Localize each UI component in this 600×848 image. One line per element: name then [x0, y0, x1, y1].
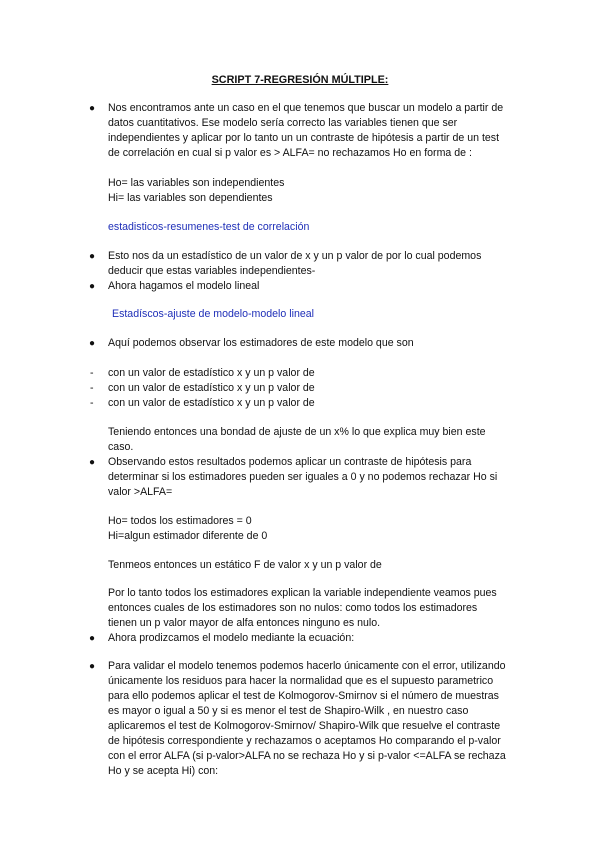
- bullet-icon: ●: [89, 281, 96, 292]
- paragraph-line: deducir que estas variables independientes-: [108, 265, 316, 277]
- bullet-icon: ●: [89, 338, 96, 349]
- bullet-icon: ●: [89, 251, 96, 262]
- dash-marker: -: [90, 382, 94, 394]
- dash-item: con un valor de estadístico x y un p valor de: [108, 397, 315, 409]
- hypothesis-h0: Ho= las variables son independientes: [108, 177, 285, 189]
- menu-path-link[interactable]: estadisticos-resumenes-test de correlación: [108, 221, 310, 233]
- dash-item: con un valor de estadístico x y un p valor de: [108, 367, 315, 379]
- paragraph-line: Ahora prodizcamos el modelo mediante la ecuación:: [108, 632, 355, 644]
- hypothesis-h1: Hi=algun estimador diferente de 0: [108, 530, 268, 542]
- bullet-icon: ●: [89, 457, 96, 468]
- paragraph-line: únicamente los residuos para hacer la normalidad que es el supuesto parametrico: [108, 675, 494, 687]
- menu-path-link[interactable]: Estadíscos-ajuste de modelo-modelo lineal: [112, 308, 314, 320]
- paragraph-line: caso.: [108, 441, 134, 453]
- paragraph-line: Ahora hagamos el modelo lineal: [108, 280, 260, 292]
- paragraph-line: con el error ALFA (si p-valor>ALFA no se rechaza Ho y si p-valor <=ALFA se rechaza: [108, 750, 506, 762]
- paragraph-line: Ho y se acepta Hi) con:: [108, 765, 219, 777]
- hypothesis-h1: Hi= las variables son dependientes: [108, 192, 273, 204]
- paragraph-line: Observando estos resultados podemos aplicar un contraste de hipótesis para: [108, 456, 472, 468]
- paragraph-line: aplicaremos el test de Kolmogorov-Smirnov/ Shapiro-Wilk que resuelve el contraste: [108, 720, 501, 732]
- paragraph-line: tienen un p valor mayor de alfa entonces ninguno es nulo.: [108, 617, 381, 629]
- paragraph-line: Por lo tanto todos los estimadores explican la variable independiente veamos pues: [108, 587, 497, 599]
- paragraph-line: Nos encontramos ante un caso en el que tenemos que buscar un modelo a partir de: [108, 102, 504, 114]
- paragraph-line: de hipótesis correspondiente y rechazamos o aceptamos Ho comparando el p-valor: [108, 735, 501, 747]
- paragraph-line: Esto nos da un estadístico de un valor de x y un p valor de por lo cual podemos: [108, 250, 482, 262]
- paragraph-line: determinar si los estimadores pueden ser iguales a 0 y no podemos rechazar Ho si: [108, 471, 498, 483]
- paragraph-line: valor >ALFA=: [108, 486, 173, 498]
- paragraph-line: Aquí podemos observar los estimadores de este modelo que son: [108, 337, 414, 349]
- bullet-icon: ●: [89, 661, 96, 672]
- dash-marker: -: [90, 367, 94, 379]
- paragraph-line: datos cuantitativos. Ese modelo sería correcto las variables tienen que ser: [108, 117, 458, 129]
- document-title: SCRIPT 7-REGRESIÓN MÚLTIPLE:: [211, 74, 389, 86]
- paragraph-line: Para validar el modelo tenemos podemos hacerlo únicamente con el error, utilizando: [108, 660, 506, 672]
- dash-marker: -: [90, 397, 94, 409]
- paragraph-line: independientes y aplicar por lo tanto un un contraste de hipótesis a partir de un test: [108, 132, 500, 144]
- paragraph-line: Teniendo entonces una bondad de ajuste de un x% lo que explica muy bien este: [108, 426, 486, 438]
- paragraph-line: es mayor o igual a 50 y si es menor el test de Shapiro-Wilk , en nuestro caso: [108, 705, 469, 717]
- paragraph-line: entonces cuales de los estimadores son no nulos: como todos los estimadores: [108, 602, 478, 614]
- bullet-icon: ●: [89, 103, 96, 114]
- hypothesis-h0: Ho= todos los estimadores = 0: [108, 515, 252, 527]
- paragraph-line: para ello podemos aplicar el test de Kolmogorov-Smirnov si el número de muestras: [108, 690, 499, 702]
- paragraph-line: de correlación en cual si p valor es > ALFA= no rechazamos Ho en forma de :: [108, 147, 472, 159]
- bullet-icon: ●: [89, 633, 96, 644]
- dash-item: con un valor de estadístico x y un p valor de: [108, 382, 315, 394]
- paragraph-line: Tenmeos entonces un estático F de valor x y un p valor de: [108, 559, 382, 571]
